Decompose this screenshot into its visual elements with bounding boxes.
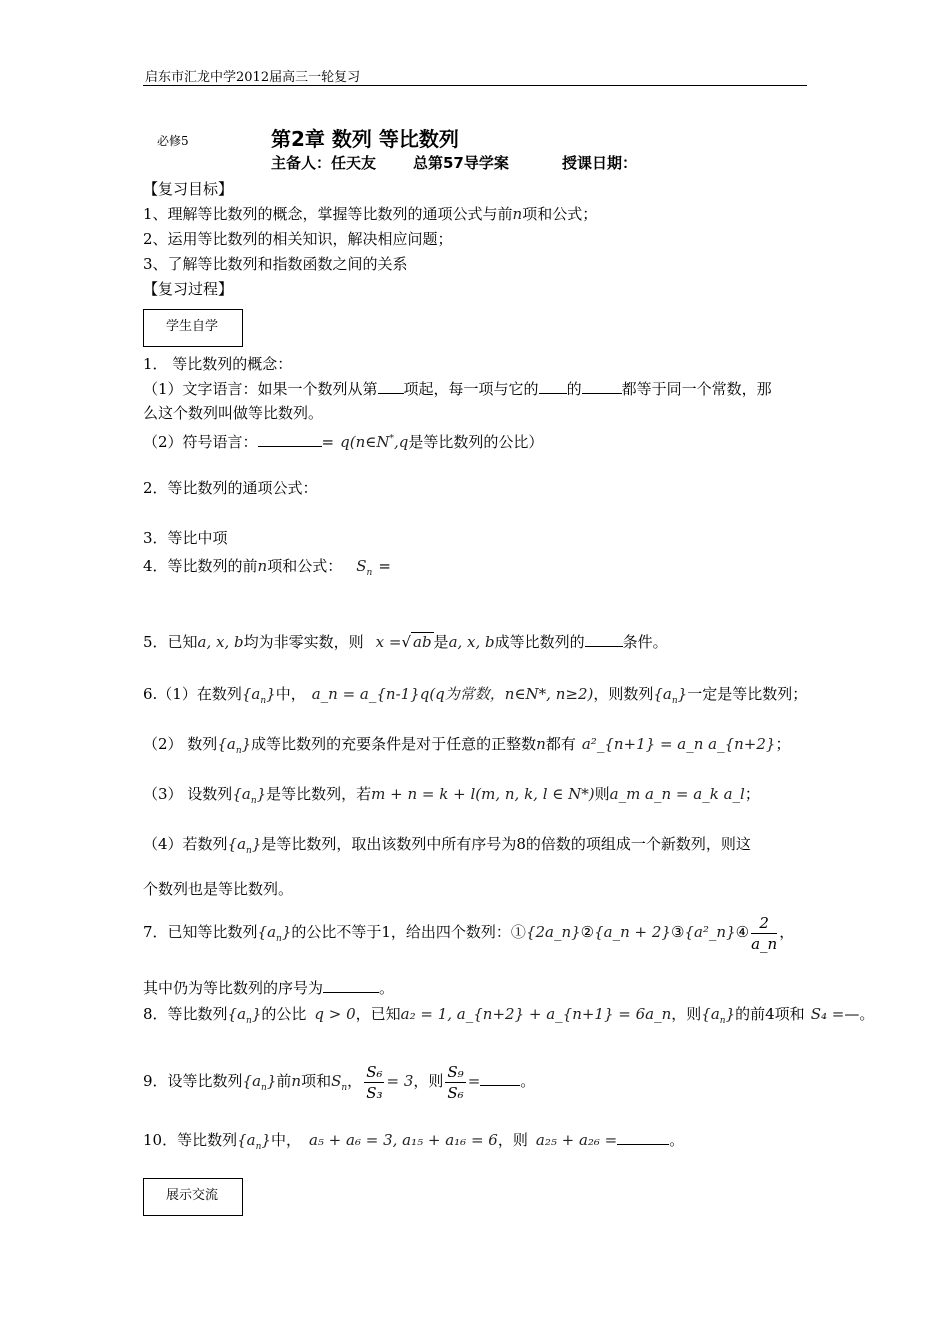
q1-symbol-language: （2）符号语言： = q(n∈N*,q是等比数列的公比） — [143, 430, 543, 452]
q6-2: （2） 数列$\{a_n\}$成等比数列的充要条件是对于任意的正整数n都有 a²_{n+1} = a_n a_{n+2}； — [143, 735, 791, 756]
process-heading: 【复习过程】 — [143, 280, 234, 298]
q4: 4．等比数列的前n项和公式： $S_n$ = — [143, 557, 391, 578]
q10: 10．等比数列$\{a_n\}$中， a₅ + a₆ = 3, a₁₅ + a₁₆ = 6，则 a₂₅ + a₂₆ = 。 — [143, 1128, 684, 1152]
goal-1: 1、理解等比数列的概念，掌握等比数列的通项公式与前n项和公式； — [143, 205, 598, 223]
doc-header: 启东市汇龙中学2012届高三一轮复习 — [145, 70, 361, 85]
self-study-box: 学生自学 — [143, 309, 243, 347]
lesson-number: 总第57导学案 — [413, 154, 509, 172]
q3: 3．等比中项 — [143, 529, 228, 547]
q6-4: （4）若数列$\{a_n\}$是等比数列，取出该数列中所有序号为8的倍数的项组成一个新数列，则这 — [143, 835, 751, 856]
q9: 9．设等比数列$\{a_n\}$前n项和$S_n$， $\frac{\text{S₆}}{\text{S₃}}$ = 3，则 $\frac{\text{S₉}}{\text{S₆}}$ = 。 — [143, 1062, 536, 1102]
preparer: 主备人：任天友 — [271, 154, 377, 172]
q1-text-language: （1）文字语言：如果一个数列从第 项起，每一项与它的 的 都等于同一个常数，那 — [143, 377, 772, 399]
presentation-box: 展示交流 — [143, 1178, 243, 1216]
goal-2: 2、运用等比数列的相关知识，解决相应问题； — [143, 230, 453, 248]
q1-heading: 1． 等比数列的概念： — [143, 355, 293, 373]
q6-4-cont: 个数列也是等比数列。 — [143, 880, 294, 898]
q8: 8．等比数列$\{a_n\}$的公比 q > 0，已知a₂ = 1, a_{n+2} + a_{n+1} = 6a_n，则$\{a_n\}$的前4项和 S₄ =—。 — [143, 1005, 875, 1026]
goal-3: 3、了解等比数列和指数函数之间的关系 — [143, 255, 408, 273]
header-rule — [143, 85, 807, 86]
goals-heading: 【复习目标】 — [143, 180, 234, 198]
q7: 7．已知等比数列$\{a_n\}$的公比不等于1，给出四个数列：①{2a_n}②{a_n + 2}③{a²_n}④ $\frac{2}{a\_n}$ ， — [143, 913, 795, 953]
q1-text-cont: 么这个数列叫做等比数列。 — [143, 404, 324, 422]
q6-1: 6.（1）在数列$\{a_n\}$中， a_n = a_{n-1}q(q为常数，n∈N*, n≥2)，则数列$\{a_n\}$一定是等比数列； — [143, 685, 808, 706]
q7-answer: 其中仍为等比数列的序号为 。 — [143, 976, 394, 998]
book-label: 必修5 — [157, 134, 189, 148]
q2: 2．等比数列的通项公式： — [143, 479, 318, 497]
q6-3: （3） 设数列$\{a_n\}$是等比数列，若m + n = k + l(m, n, k, l ∈ N*)则a_m a_n = a_k a_l； — [143, 785, 760, 806]
q5: 5．已知a, x, b均为非零实数，则 x =√ ab 是a, x, b成等比数列的 条件。 — [143, 630, 668, 652]
date-label: 授课日期： — [562, 154, 638, 172]
page-title: 第2章 数列 等比数列 — [271, 127, 459, 151]
